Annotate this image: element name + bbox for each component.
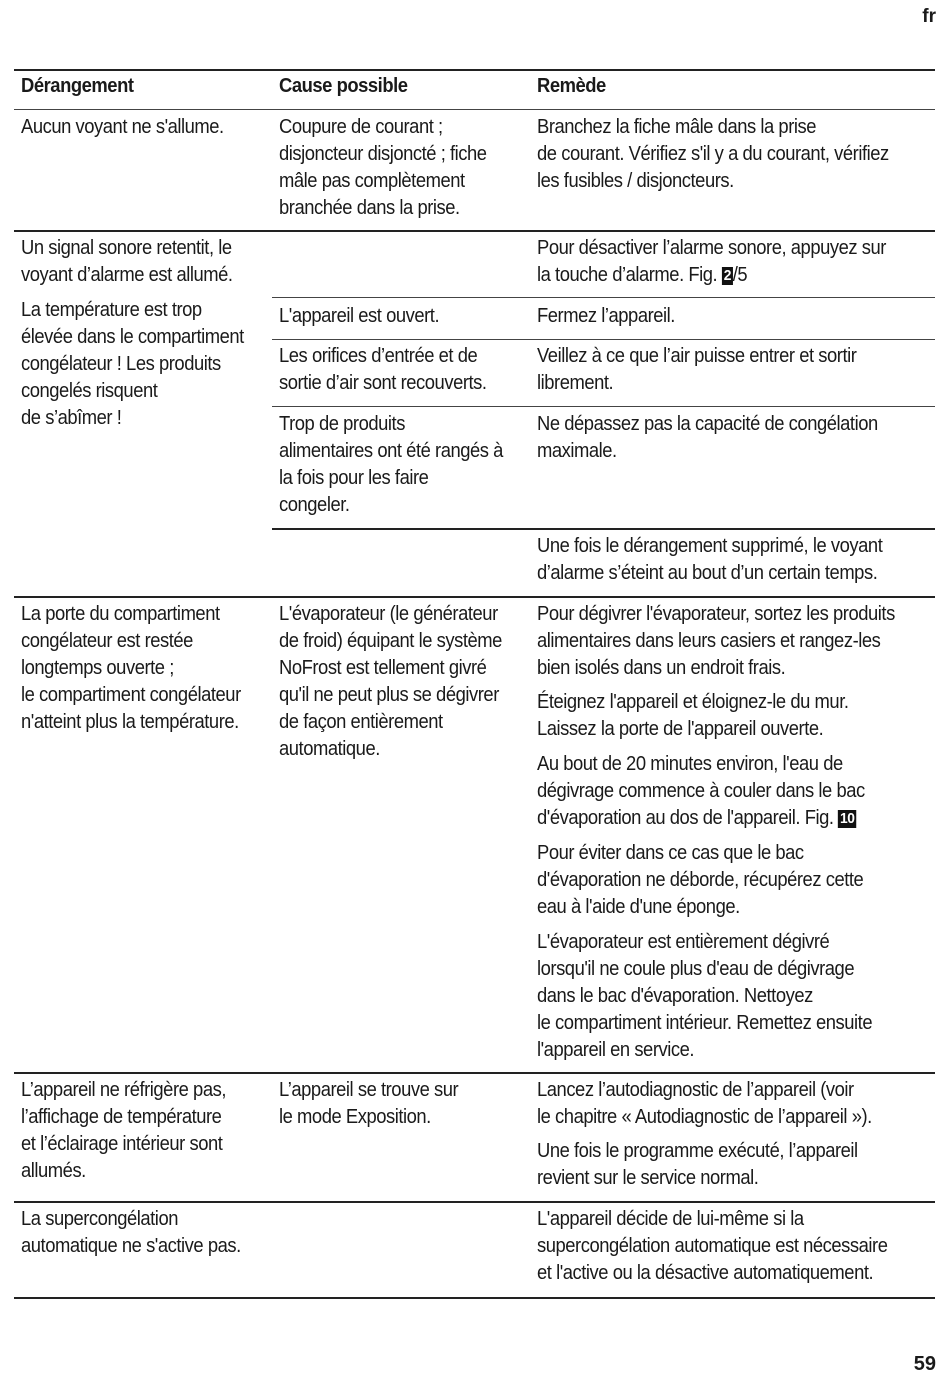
remedy-text: L'appareil décide de lui-même si la supercongélation automatique est nécessaire et l'active ou la désactive automatiquement. bbox=[537, 1208, 888, 1284]
header-rule bbox=[14, 109, 935, 110]
remedy-text: Pour dégivrer l'évaporateur, sortez les produits alimentaires dans leurs casiers et rangez-les bien isolés dans un endroit frais. bbox=[537, 603, 895, 679]
remedy-text: Ne dépassez pas la capacité de congélation maximale. bbox=[537, 413, 878, 462]
column-header-remede: Remède bbox=[537, 75, 606, 97]
remedy-text: Pour éviter dans ce cas que le bac d'évaporation ne déborde, récupérez cette eau à l'aide d'une éponge. bbox=[537, 842, 864, 918]
row-rule bbox=[272, 528, 935, 530]
fault-text: L’appareil ne réfrigère pas, l’affichage de température et l’éclairage intérieur sont allumés. bbox=[21, 1079, 227, 1182]
remedy-text: Veillez à ce que l’air puisse entrer et sortir librement. bbox=[537, 345, 857, 394]
cause-text: L'appareil est ouvert. bbox=[279, 305, 440, 327]
fault-text: La porte du compartiment congélateur est restée longtemps ouverte ; le compartiment congélateur n'atteint plus la température. bbox=[21, 603, 241, 733]
remedy-text: L'évaporateur est entièrement dégivré lorsqu'il ne coule plus d'eau de dégivrage dans le bac d'évaporation. Nettoyez le compartiment intérieur. Remettez ensuite l'appareil en service. bbox=[537, 931, 873, 1061]
row-rule bbox=[272, 297, 935, 298]
figure-ref-badge: 2 bbox=[723, 267, 731, 284]
figure-ref-badge: 10 bbox=[840, 810, 855, 827]
cause-text: L’appareil se trouve sur le mode Exposition. bbox=[279, 1079, 459, 1128]
remedy-text: Pour désactiver l’alarme sonore, appuyez sur la touche d’alarme. Fig. 2/5 bbox=[537, 237, 886, 286]
cause-text: L'évaporateur (le générateur de froid) équipant le système NoFrost est tellement givré qu'il ne peut plus se dégivrer de façon entièrement automatique. bbox=[279, 603, 502, 760]
cause-text: Coupure de courant ; disjoncteur disjoncté ; fiche mâle pas complètement branchée dans la prise. bbox=[279, 116, 487, 219]
table-bottom-rule bbox=[14, 1297, 935, 1299]
cause-text: Les orifices d’entrée et de sortie d’air sont recouverts. bbox=[279, 345, 487, 394]
remedy-text: Au bout de 20 minutes environ, l'eau de dégivrage commence à couler dans le bac d'évaporation au dos de l'appareil. Fig. 10 bbox=[537, 753, 865, 829]
remedy-text: Une fois le programme exécuté, l’appareil revient sur le service normal. bbox=[537, 1140, 858, 1189]
remedy-text: Lancez l’autodiagnostic de l’appareil (voir le chapitre « Autodiagnostic de l’appareil »). bbox=[537, 1079, 872, 1128]
remedy-text: Fermez l’appareil. bbox=[537, 305, 675, 327]
remedy-text: Branchez la fiche mâle dans la prise de courant. Vérifiez s'il y a du courant, vérifiez les fusibles / disjoncteurs. bbox=[537, 116, 889, 192]
language-code: fr bbox=[922, 6, 936, 27]
row-rule bbox=[14, 1201, 935, 1203]
page-number: 59 bbox=[913, 1353, 936, 1375]
row-rule bbox=[272, 339, 935, 340]
fault-text: La supercongélation automatique ne s'active pas. bbox=[21, 1208, 241, 1257]
remedy-text: Une fois le dérangement supprimé, le voyant d’alarme s’éteint au bout d’un certain temps. bbox=[537, 535, 883, 584]
row-rule bbox=[14, 230, 935, 232]
cause-text: Trop de produits alimentaires ont été rangés à la fois pour les faire congeler. bbox=[279, 413, 503, 516]
fault-text: La température est trop élevée dans le compartiment congélateur ! Les produits congelés risquent de s’abîmer ! bbox=[21, 299, 244, 429]
column-header-derangement: Dérangement bbox=[21, 75, 134, 97]
column-header-cause: Cause possible bbox=[279, 75, 408, 97]
fault-text: Aucun voyant ne s'allume. bbox=[21, 116, 224, 138]
row-rule bbox=[14, 1072, 935, 1074]
fault-text: Un signal sonore retentit, le voyant d’alarme est allumé. bbox=[21, 237, 233, 286]
row-rule bbox=[272, 406, 935, 407]
remedy-text: Éteignez l'appareil et éloignez-le du mur. Laissez la porte de l'appareil ouverte. bbox=[537, 691, 849, 740]
table-top-rule bbox=[14, 69, 935, 71]
row-rule bbox=[14, 596, 935, 598]
